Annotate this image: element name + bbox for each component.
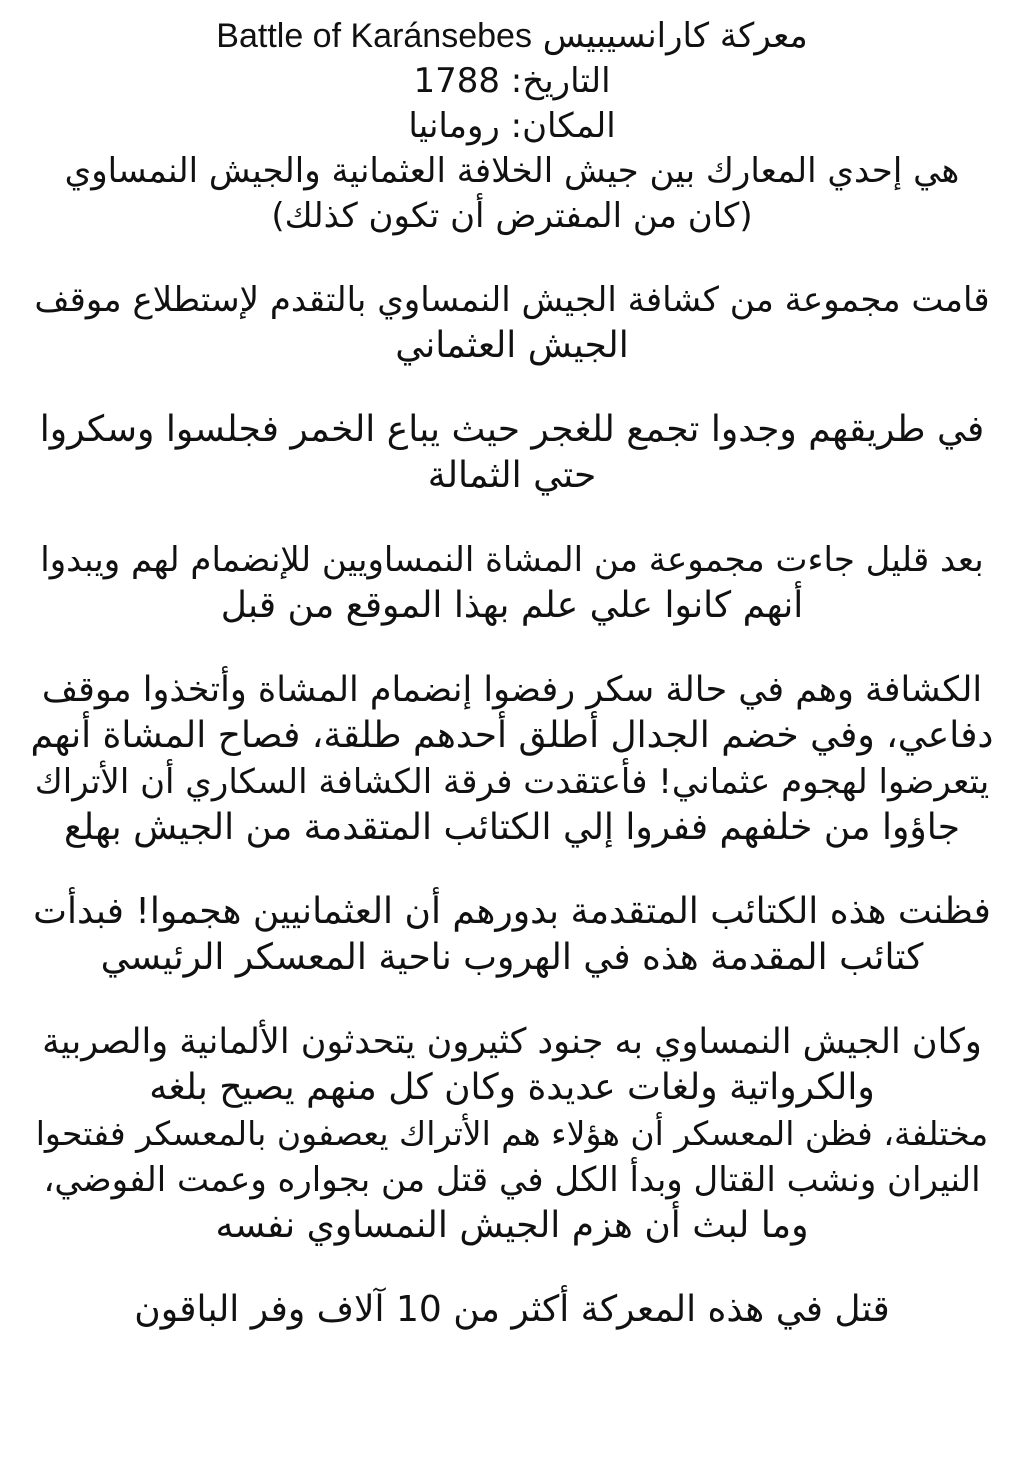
paragraph-line: وما لبث أن هزم الجيش النمساوي نفسه xyxy=(215,1205,809,1246)
intro-line-note: (كان من المفترض أن تكون كذلك) xyxy=(271,196,753,236)
paragraph-scouts xyxy=(30,277,994,369)
paragraph-retreat xyxy=(30,889,994,981)
document-header xyxy=(30,14,994,239)
paragraph-line: في طريقهم وجدوا تجمع للغجر حيث يباع الخمر فجلسوا وسكروا xyxy=(39,409,985,450)
paragraph-line: فظنت هذه الكتائب المتقدمة بدورهم أن العثمانيين هجموا! فبدأت xyxy=(33,891,991,932)
intro-line: هي إحدي المعارك بين جيش الخلافة العثمانية والجيش النمساوي xyxy=(64,151,960,191)
paragraph-quarrel xyxy=(30,667,994,851)
date-line: التاريخ: 1788 xyxy=(413,61,611,101)
paragraph-line: قامت مجموعة من كشافة الجيش النمساوي بالتقدم لإستطلاع موقف xyxy=(34,280,990,320)
title-english: Battle of Karánsebes xyxy=(216,17,532,55)
paragraph-line: النيران ونشب القتال وبدأ الكل في قتل من بجواره وعمت الفوضي، xyxy=(43,1160,981,1200)
paragraph-casualties xyxy=(30,1287,994,1333)
paragraph-line: جاؤوا من خلفهم ففروا إلي الكتائب المتقدمة من الجيش بهلع xyxy=(64,807,960,848)
paragraph-line: والكرواتية ولغات عديدة وكان كل منهم يصيح بلغه xyxy=(149,1067,875,1108)
paragraph-line: وكان الجيش النمساوي به جنود كثيرون يتحدثون الألمانية والصربية xyxy=(42,1022,982,1062)
paragraph-line: بعد قليل جاءت مجموعة من المشاة النمساويين للإنضمام لهم ويبدوا xyxy=(40,540,984,580)
title-arabic: معركة كارانسيبيس xyxy=(542,16,808,56)
title-line xyxy=(30,14,994,59)
paragraph-line: حتي الثمالة xyxy=(427,455,597,496)
paragraph-line: دفاعي، وفي خضم الجدال أطلق أحدهم طلقة، فصاح المشاة أنهم xyxy=(30,715,994,756)
paragraph-line: قتل في هذه المعركة أكثر من 10 آلاف وفر الباقون xyxy=(134,1289,890,1330)
paragraph-line: أنهم كانوا علي علم بهذا الموقع من قبل xyxy=(220,585,804,626)
paragraph-line: مختلفة، فظن المعسكر أن هؤلاء هم الأتراك يعصفون بالمعسكر ففتحوا xyxy=(35,1114,989,1153)
paragraph-line: الكشافة وهم في حالة سكر رفضوا إنضمام المشاة وأتخذوا موقف xyxy=(41,670,983,710)
paragraph-infantry xyxy=(30,537,994,629)
paragraph-line: الجيش العثماني xyxy=(395,325,629,366)
paragraph-chaos xyxy=(30,1019,994,1249)
place-line: المكان: رومانيا xyxy=(408,106,616,146)
paragraph-line: كتائب المقدمة هذه في الهروب ناحية المعسكر الرئيسي xyxy=(100,937,924,978)
paragraph-line: يتعرضوا لهجوم عثماني! فأعتقدت فرقة الكشافة السكاري أن الأتراك xyxy=(34,762,990,802)
paragraph-gypsies xyxy=(30,407,994,499)
